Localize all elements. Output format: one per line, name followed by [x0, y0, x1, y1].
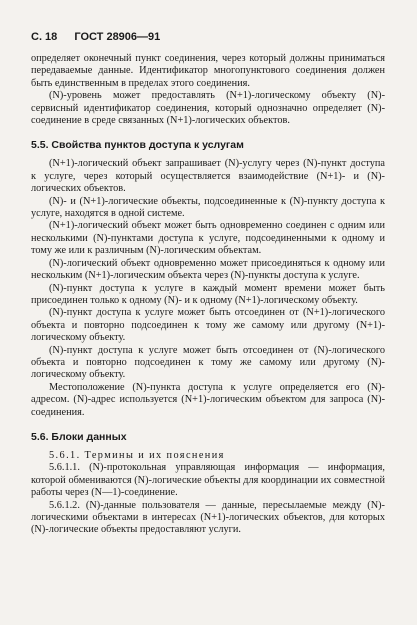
paragraph: определяет оконечный пункт соединения, через который должны приниматься передаваемые данные. Идентификатор многопунктового соединения должен быть единственным в пределах этого соединения.	[31, 53, 385, 89]
paragraph: 5.6.1.2. (N)-данные пользователя — данные, пересылаемые между (N)-логическими объектами в интересах (N+1)-логических объектов, для которых (N)-логические объекты предоставляют услуги.	[31, 499, 385, 536]
page-number: С. 18	[31, 31, 58, 43]
paragraph: (N)-пункт доступа к услуге может быть отсоединен от (N+1)-логического объекта и повторно подсоединен к тому же самому или другому (N+1)-логическому объекту.	[31, 307, 385, 344]
paragraph: (N)-уровень может предоставлять (N+1)-логическому объекту (N)-сервисный идентификатор соединения, который однозначно определяет (N)-соединение в среде связанных (N+1)-логических объектов.	[31, 90, 385, 127]
page-header	[31, 31, 385, 43]
section-heading: 5.5. Свойства пунктов доступа к услугам	[31, 139, 244, 152]
paragraph: 5.6.1.1. (N)-протокольная управляющая информация — информация, которой обмениваются (N)-логические объекты для координации их совместной работы через (N—1)-соединение.	[31, 462, 385, 499]
paragraph: (N)-пункт доступа к услуге может быть отсоединен от (N)-логического объекта и повторно подсоединен к тому же самому или другому (N)-логическому объекту.	[31, 344, 385, 381]
paragraph: (N+1)-логический объект запрашивает (N)-услугу через (N)-пункт доступа к услуге, через который осуществляется взаимодействие (N+1)- и (N)-логических объектов.	[31, 158, 385, 195]
paragraph: (N)- и (N+1)-логические объекты, подсоединенные к (N)-пункту доступа к услуге, находятся в одной системе.	[31, 195, 385, 220]
paragraph: (N+1)-логический объект может быть одновременно соединен с одним или несколькими (N)-пунктами доступа к услуге, подсоединенными к одному и тому же или к различным (N)-логическим объектам.	[31, 220, 385, 257]
subsection-heading: 5.6.1. Термины и их пояснения	[49, 449, 225, 461]
section-heading: 5.6. Блоки данных	[31, 430, 127, 443]
paragraph: (N)-логический объект одновременно может присоединяться к одному или нескольким (N+1)-логическим объекта через (N)-пункты доступа к услуге.	[31, 257, 385, 282]
paragraph: Местоположение (N)-пункта доступа к услуге определяется его (N)-адресом. (N)-адрес используется (N+1)-логическим объектом для запроса (N)-соединения.	[31, 381, 385, 418]
standard-code: ГОСТ 28906—91	[74, 31, 161, 43]
paragraph: (N)-пункт доступа к услуге в каждый момент времени может быть присоединен только к одному (N)- и к одному (N+1)-логическому объекту.	[31, 282, 385, 306]
